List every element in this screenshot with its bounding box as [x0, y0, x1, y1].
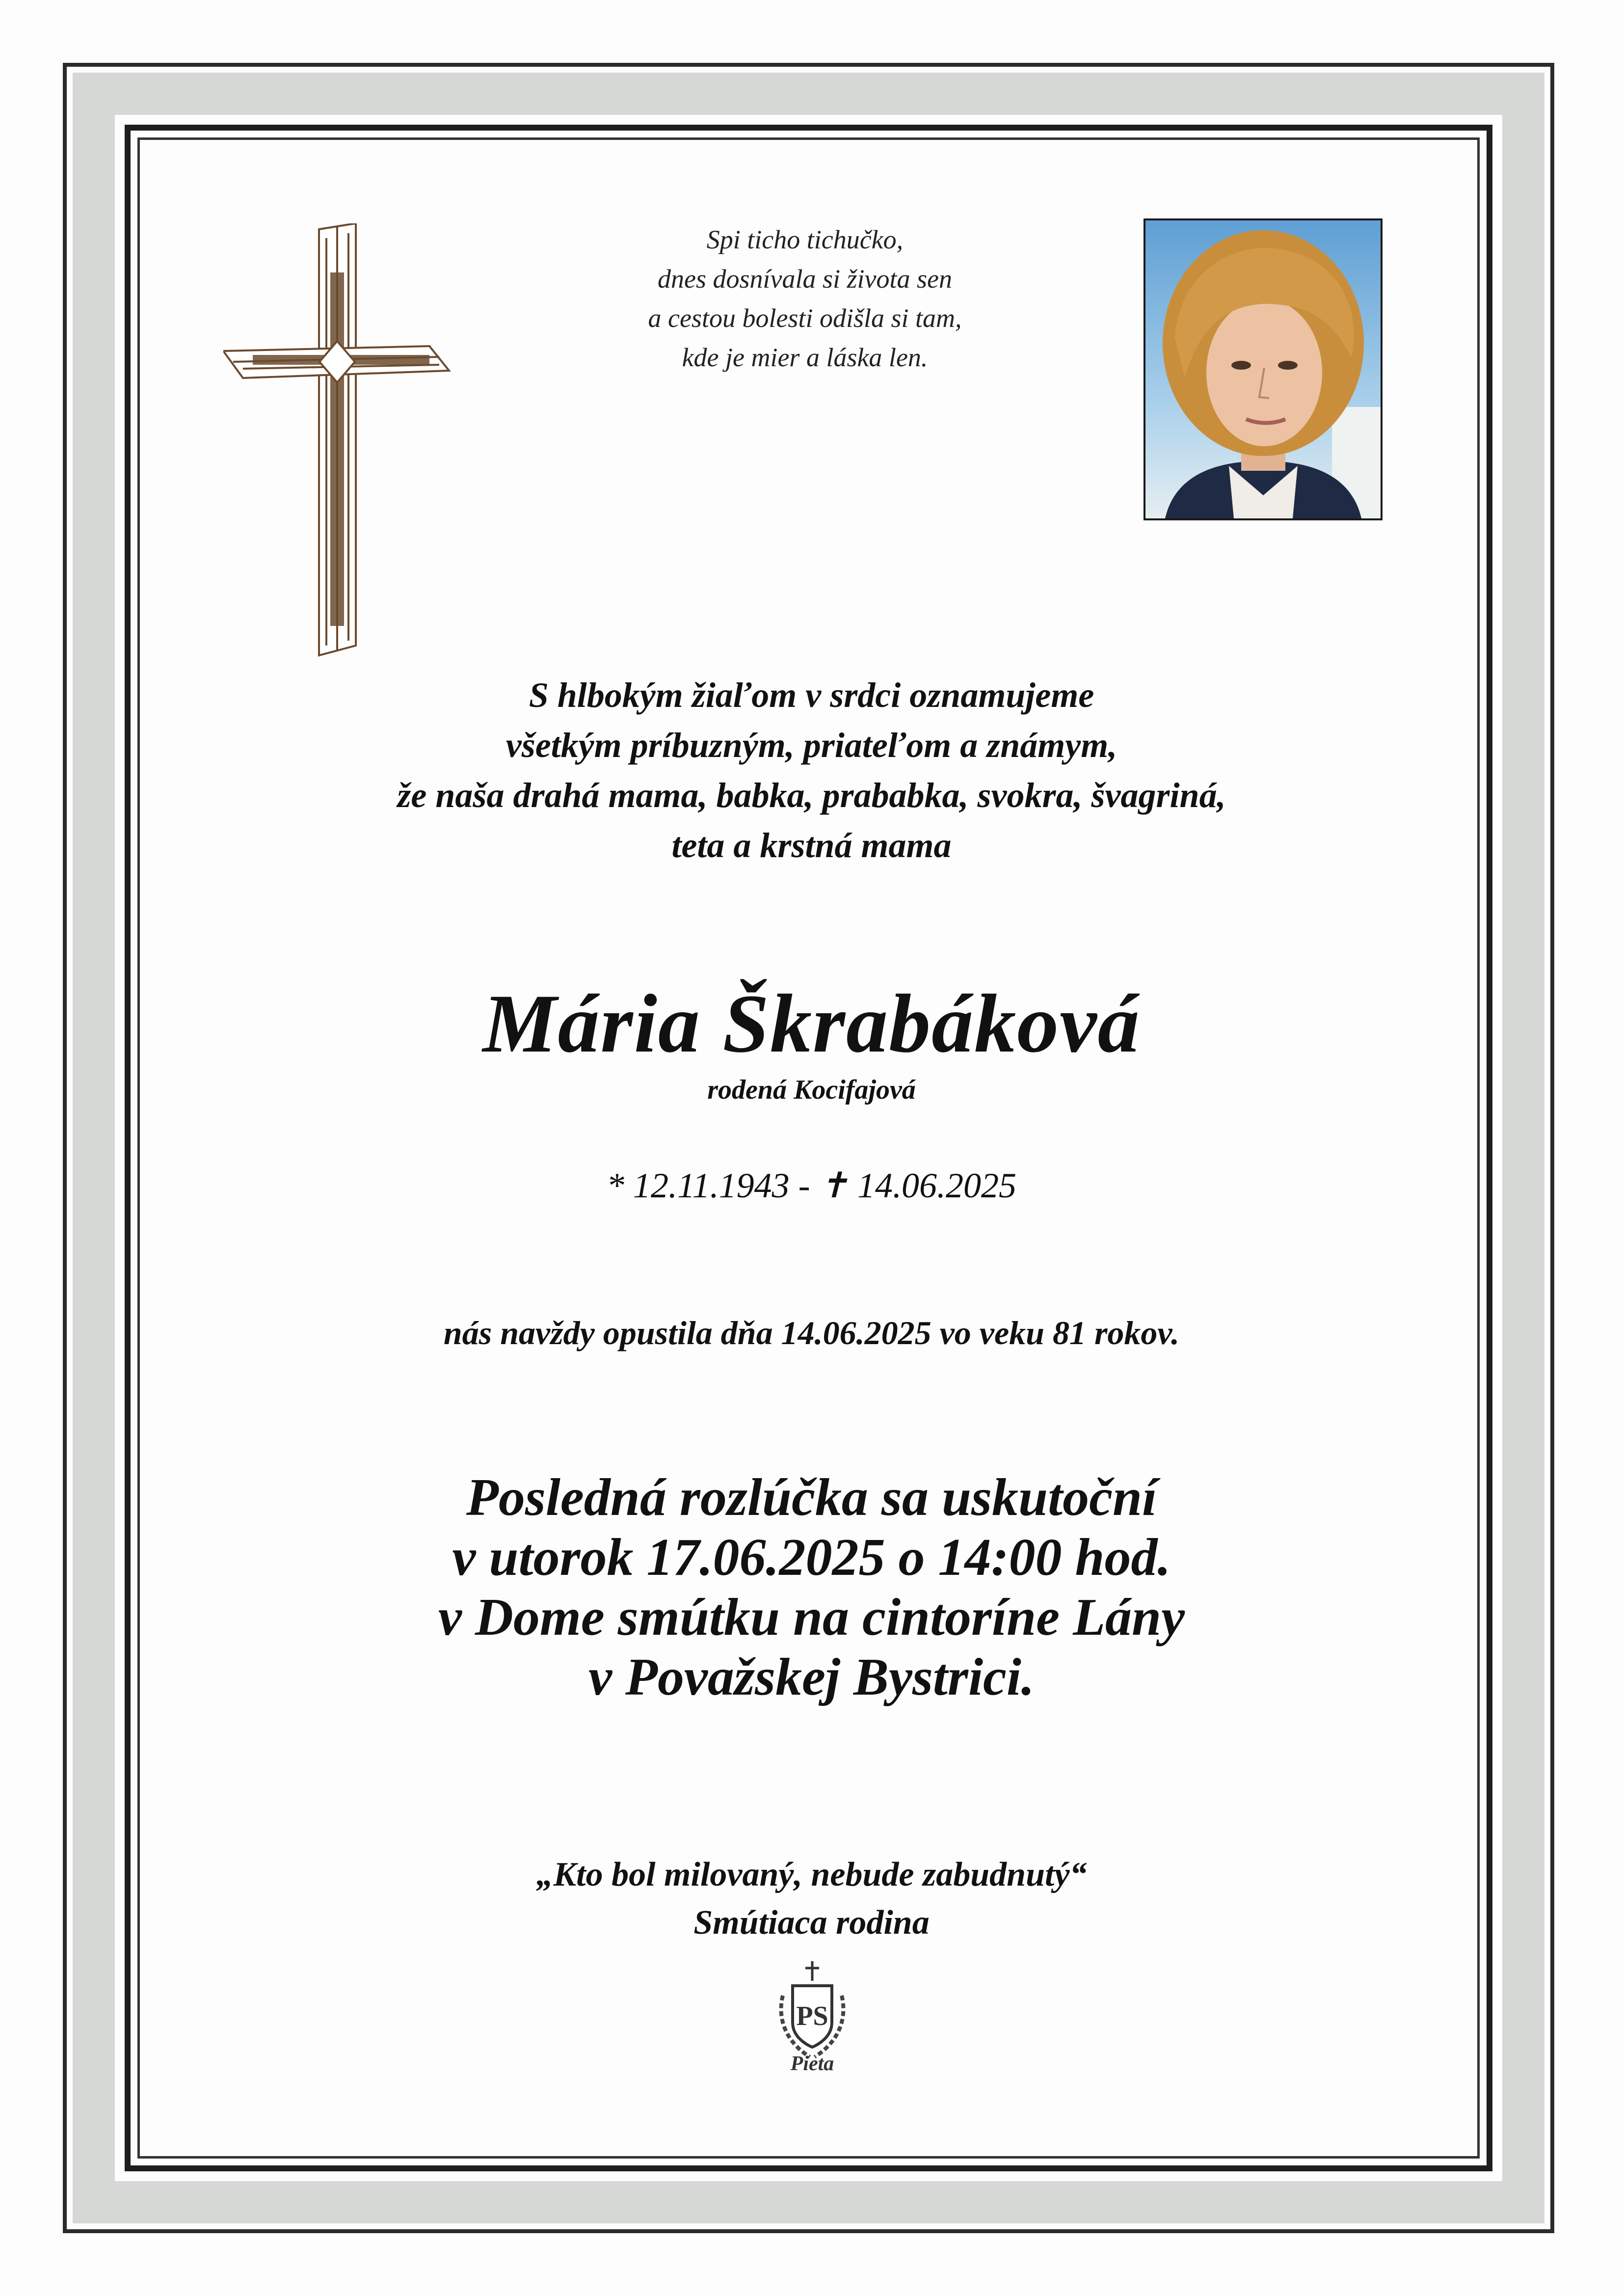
announcement-text: [147, 670, 1476, 870]
poem: [515, 220, 1094, 377]
poem-line: Spi ticho tichučko,: [706, 225, 904, 254]
death-date: 14.06.2025: [857, 1166, 1016, 1205]
maiden-name: rodená Kocifajová: [707, 1075, 916, 1105]
announcement-line: teta a krstná mama: [671, 826, 952, 865]
birth-date: * 12.11.1943 -: [607, 1166, 810, 1205]
poem-line: kde je mier a láska len.: [682, 343, 928, 372]
announcement-line: všetkým príbuzným, priateľom a známym,: [506, 726, 1117, 765]
portrait-photo: [1144, 218, 1383, 520]
passed-away-text: nás navždy opustila dňa 14.06.2025 vo veku 81 rokov.: [443, 1314, 1180, 1351]
logo-monogram: PS: [796, 2001, 828, 2031]
funeral-details: [147, 1468, 1476, 1707]
announcement-line: že naša drahá mama, babka, prababka, svokra, švagriná,: [397, 776, 1226, 815]
funeral-line: v Dome smútku na cintoríne Lány: [438, 1588, 1185, 1647]
announcement-line: S hlbokým žiaľom v srdci oznamujeme: [529, 675, 1094, 715]
deceased-name: Mária Škrabáková: [482, 977, 1141, 1070]
cross-icon: [223, 223, 454, 658]
poem-line: a cestou bolesti odišla si tam,: [648, 303, 962, 333]
funeral-line: v utorok 17.06.2025 o 14:00 hod.: [452, 1528, 1171, 1587]
logo-text: Pieta: [790, 2053, 834, 2075]
life-dates: [147, 1163, 1476, 1208]
signature: Smútiaca rodina: [693, 1904, 930, 1942]
closing: [147, 1851, 1476, 1947]
poem-line: dnes dosnívala si života sen: [658, 264, 952, 294]
death-cross-icon: ✝: [819, 1166, 849, 1205]
funeral-line: Posledná rozlúčka sa uskutoční: [466, 1468, 1157, 1527]
closing-quote: „Kto bol milovaný, nebude zabudnutý“: [536, 1856, 1087, 1893]
funeral-line: v Považskej Bystrici.: [588, 1648, 1035, 1706]
